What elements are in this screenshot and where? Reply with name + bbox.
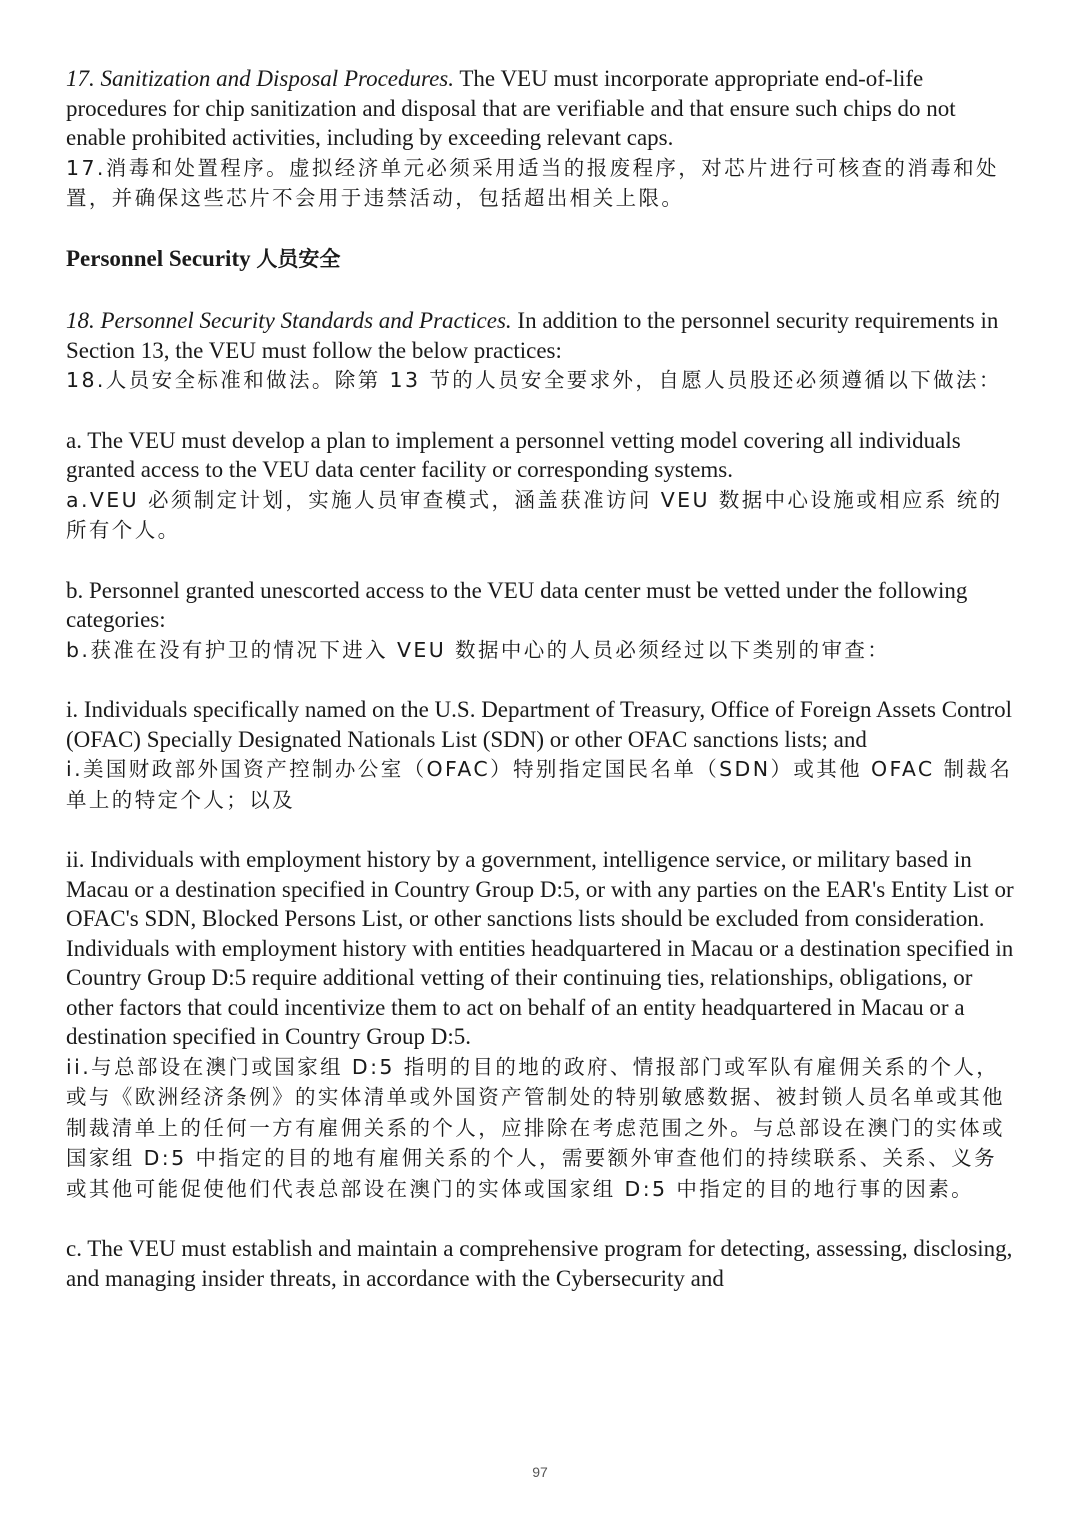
item-c-en: c. The VEU must establish and maintain a comprehensive program for detecting, assessing, disclosing, and managing insider threats, in accordance with the Cybersecurity and xyxy=(66,1236,1013,1291)
item-i-en: i. Individuals specifically named on the U.S. Department of Treasury, Office of Foreign Assets Control (OFAC) Specially Designated Nationals List (SDN) or other OFAC sanctions lists; and xyxy=(66,697,1013,752)
section-18-en xyxy=(66,306,1016,365)
page-number: 97 xyxy=(532,1464,548,1480)
item-ii xyxy=(66,845,1016,1204)
section-18-zh: 18.人员安全标准和做法。除第 13 节的人员安全要求外，自愿人员股还必须遵循以下做法： xyxy=(66,368,1002,392)
section-17-body: The VEU must incorporate appropriate end-of-life procedures for chip sanitization and disposal that are verifiable and that ensure such chips do not enable prohibited activities, including by exceeding relevant caps. xyxy=(66,66,956,150)
document-page xyxy=(66,64,1016,1323)
section-17-title: 17. Sanitization and Disposal Procedures. xyxy=(66,66,455,91)
section-17 xyxy=(66,64,1016,214)
item-a-en: a. The VEU must develop a plan to implement a personnel vetting model covering all individuals granted access to the VEU data center facility or corresponding systems. xyxy=(66,427,961,482)
section-17-zh: 17.消毒和处置程序。虚拟经济单元必须采用适当的报废程序，对芯片进行可核查的消毒和处置，并确保这些芯片不会用于违禁活动，包括超出相关上限。 xyxy=(66,155,999,210)
item-c xyxy=(66,1234,1016,1293)
section-heading-personnel-security xyxy=(66,244,1016,275)
section-18-body: In addition to the personnel security requirements in Section 13, the VEU must follow the below practices: xyxy=(66,308,999,363)
item-a xyxy=(66,426,1016,546)
item-b-en: b. Personnel granted unescorted access to the VEU data center must be vetted under the following categories: xyxy=(66,577,968,632)
item-i-zh: i.美国财政部外国资产控制办公室（OFAC）特别指定国民名单（SDN）或其他 OFAC 制裁名单上的特定个人；以及 xyxy=(66,757,1013,812)
item-a-zh: a.VEU 必须制定计划，实施人员审查模式，涵盖获准访问 VEU 数据中心设施或相应系 统的所有个人。 xyxy=(66,487,1003,542)
section-17-en xyxy=(66,64,1016,153)
item-b-zh: b.获准在没有护卫的情况下进入 VEU 数据中心的人员必须经过以下类别的审查： xyxy=(66,637,891,662)
item-ii-zh: ii.与总部设在澳门或国家组 D:5 指明的目的地的政府、情报部门或军队有雇佣关系的个人，或与《欧洲经济条例》的实体清单或外国资产管制处的特别敏感数据、被封锁人员名单或其他制裁清单上的任何一方有雇佣关系的个人，应排除在考虑范围之外。与总部设在澳门的实体或国家组 D:5 中指定的目的地有雇佣关系的个人，需要额外审查他们的持续联系、关系、义务或其他可能促使他们代表总部设在澳门的实体或国家组 D:5 中指定的目的地行事的因素。 xyxy=(66,1054,1005,1201)
item-ii-en: ii. Individuals with employment history by a government, intelligence service, or military based in Macau or a destination specified in Country Group D:5, or with any parties on the EAR's Entity List or OFAC's SDN, Blocked Persons List, or other sanctions lists should be excluded from consideration. Individuals with employment history with entities headquartered in Macau or a destination specified in Country Group D:5 require additional vetting of their continuing ties, relationships, obligations, or other factors that could incentivize them to act on behalf of an entity headquartered in Macau or a destination specified in Country Group D:5. xyxy=(66,847,1014,1049)
heading-zh: 人员安全 xyxy=(256,246,341,271)
section-18-title: 18. Personnel Security Standards and Practices. xyxy=(66,308,512,333)
item-i xyxy=(66,695,1016,815)
heading-en: Personnel Security xyxy=(66,245,257,271)
section-18 xyxy=(66,306,1016,396)
item-b xyxy=(66,576,1016,666)
